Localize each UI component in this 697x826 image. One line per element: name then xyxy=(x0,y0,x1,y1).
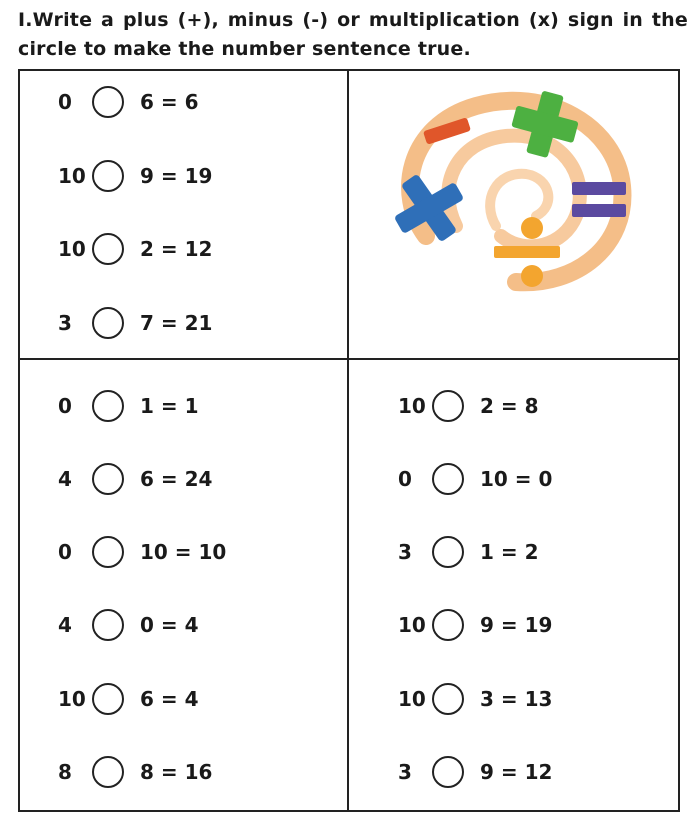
equation-row xyxy=(58,388,199,424)
grid-vertical-divider xyxy=(347,69,349,812)
equation-remainder: 3 = 13 xyxy=(480,687,553,711)
first-number: 4 xyxy=(58,613,72,637)
instructions: I.Write a plus (+), minus (-) or multiplication (x) sign in the circle to make the number sentence true. xyxy=(18,9,688,60)
equation-row xyxy=(398,534,539,570)
equation-row xyxy=(58,84,199,120)
equation-remainder: 1 = 1 xyxy=(140,394,199,418)
first-number: 3 xyxy=(398,760,412,784)
equation-row xyxy=(58,231,212,267)
answer-circle[interactable] xyxy=(432,463,464,495)
first-number: 10 xyxy=(58,237,86,261)
equation-row xyxy=(398,754,552,790)
equation-row xyxy=(398,681,552,717)
first-number: 3 xyxy=(398,540,412,564)
first-number: 10 xyxy=(398,394,426,418)
first-number: 0 xyxy=(58,540,72,564)
equation-remainder: 10 = 0 xyxy=(480,467,553,491)
equation-remainder: 2 = 12 xyxy=(140,237,213,261)
answer-circle[interactable] xyxy=(432,609,464,641)
equation-remainder: 1 = 2 xyxy=(480,540,539,564)
equation-row xyxy=(58,158,212,194)
answer-circle[interactable] xyxy=(432,756,464,788)
grid-horizontal-divider xyxy=(18,358,680,360)
math-symbols-illustration xyxy=(386,86,642,298)
answer-circle[interactable] xyxy=(432,683,464,715)
equation-remainder: 9 = 19 xyxy=(480,613,553,637)
equation-remainder: 9 = 19 xyxy=(140,164,213,188)
answer-circle[interactable] xyxy=(92,86,124,118)
first-number: 0 xyxy=(58,90,72,114)
equation-row xyxy=(398,607,552,643)
equation-remainder: 0 = 4 xyxy=(140,613,199,637)
equation-row xyxy=(58,534,226,570)
equation-remainder: 8 = 16 xyxy=(140,760,213,784)
answer-circle[interactable] xyxy=(92,160,124,192)
equation-remainder: 6 = 4 xyxy=(140,687,199,711)
answer-circle[interactable] xyxy=(432,536,464,568)
first-number: 10 xyxy=(398,613,426,637)
equation-remainder: 9 = 12 xyxy=(480,760,553,784)
answer-circle[interactable] xyxy=(92,233,124,265)
equation-row xyxy=(58,754,212,790)
equation-remainder: 7 = 21 xyxy=(140,311,213,335)
answer-circle[interactable] xyxy=(92,390,124,422)
first-number: 10 xyxy=(58,687,86,711)
equation-row xyxy=(398,461,552,497)
answer-circle[interactable] xyxy=(92,307,124,339)
equation-remainder: 2 = 8 xyxy=(480,394,539,418)
first-number: 8 xyxy=(58,760,72,784)
first-number: 3 xyxy=(58,311,72,335)
equation-row xyxy=(58,681,199,717)
first-number: 4 xyxy=(58,467,72,491)
equation-remainder: 10 = 10 xyxy=(140,540,227,564)
equation-row xyxy=(58,461,212,497)
equation-row xyxy=(398,388,539,424)
answer-circle[interactable] xyxy=(432,390,464,422)
first-number: 10 xyxy=(58,164,86,188)
answer-circle[interactable] xyxy=(92,756,124,788)
first-number: 0 xyxy=(398,467,412,491)
equation-remainder: 6 = 24 xyxy=(140,467,213,491)
answer-circle[interactable] xyxy=(92,536,124,568)
first-number: 0 xyxy=(58,394,72,418)
equation-row xyxy=(58,305,212,341)
equation-remainder: 6 = 6 xyxy=(140,90,199,114)
answer-circle[interactable] xyxy=(92,463,124,495)
equation-row xyxy=(58,607,199,643)
answer-circle[interactable] xyxy=(92,609,124,641)
answer-circle[interactable] xyxy=(92,683,124,715)
first-number: 10 xyxy=(398,687,426,711)
